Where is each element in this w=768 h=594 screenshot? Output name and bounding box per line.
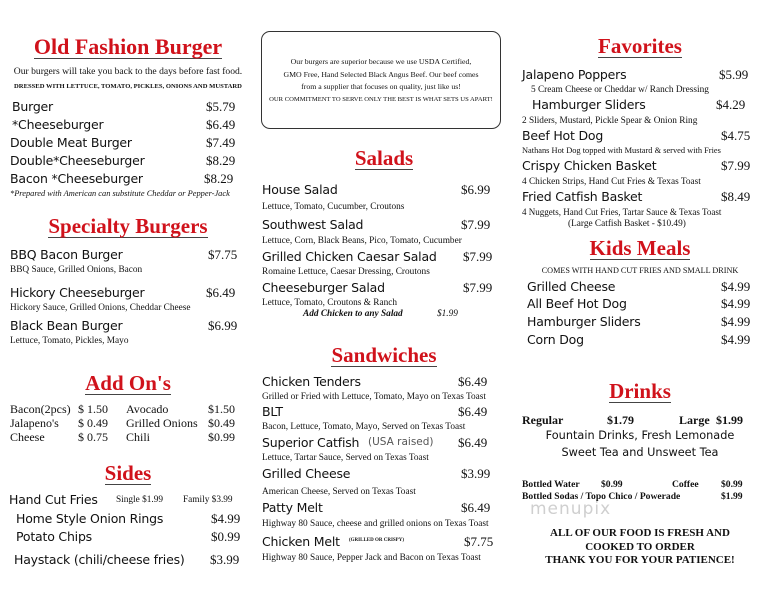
menupix-watermark: menupix bbox=[530, 499, 612, 519]
menu-item-price: $7.75 bbox=[208, 247, 238, 262]
intro-line: from a supplier that focuses on quality, just like us! bbox=[301, 82, 461, 91]
addon-price: $ 0.49 bbox=[78, 416, 108, 430]
sides-heading: Sides bbox=[104, 461, 152, 485]
menu-item-price: $8.29 bbox=[206, 153, 236, 168]
menu-item-desc: 5 Cream Cheese or Cheddar w/ Ranch Dressing bbox=[531, 85, 709, 95]
kids-subtitle: COMES WITH HAND CUT FRIES AND SMALL DRINK bbox=[541, 266, 739, 275]
menu-item-desc: Nathans Hot Dog topped with Mustard & served with Fries bbox=[522, 146, 721, 155]
fries-family-price: Family $3.99 bbox=[183, 495, 233, 505]
menu-item-name: Hand Cut Fries bbox=[9, 492, 98, 507]
menu-item-price: $8.49 bbox=[721, 189, 751, 204]
menu-item-name: Double Meat Burger bbox=[10, 135, 132, 150]
drink-size-regular: Regular bbox=[522, 413, 564, 427]
add-chicken-note: Add Chicken to any Salad bbox=[303, 309, 403, 319]
menu-item-price: $7.99 bbox=[463, 249, 493, 264]
menu-item-name: Grilled Cheese bbox=[527, 279, 616, 294]
menu-item-name: Chicken Melt bbox=[262, 534, 340, 549]
menu-item-name: Hamburger Sliders bbox=[527, 314, 641, 329]
menu-item-desc: Lettuce, Tartar Sauce, Served on Texas Toast bbox=[262, 453, 429, 463]
burger-footnote: *Prepared with American can substitute Cheddar or Pepper-Jack bbox=[10, 189, 230, 198]
menu-item-name: Double*Cheeseburger bbox=[10, 153, 145, 168]
menu-item-price: $6.49 bbox=[461, 500, 491, 515]
menu-item-name: All Beef Hot Dog bbox=[527, 296, 627, 311]
closing-message bbox=[512, 527, 768, 568]
intro-box bbox=[261, 31, 501, 129]
burger-subtitle: Our burgers will take you back to the days before fast food. bbox=[13, 66, 243, 77]
bottled-water: Bottled Water bbox=[522, 479, 580, 490]
menu-item-price: $7.99 bbox=[721, 158, 751, 173]
menu-item-name: BBQ Bacon Burger bbox=[10, 247, 123, 262]
addon-price: $1.50 bbox=[208, 402, 235, 416]
menu-item-name: Corn Dog bbox=[527, 332, 584, 347]
menu-item-desc: 4 Chicken Strips, Hand Cut Fries & Texas Toast bbox=[522, 177, 701, 187]
menu-item-price: $6.49 bbox=[206, 285, 236, 300]
menu-item-price: $4.99 bbox=[721, 332, 751, 347]
menu-item-name: Grilled Cheese bbox=[262, 466, 351, 481]
addon-name: Chili bbox=[126, 430, 151, 444]
menu-item-desc: 2 Sliders, Mustard, Pickle Spear & Onion Ring bbox=[522, 116, 698, 126]
menu-item-price: $4.99 bbox=[721, 296, 751, 311]
add-ons-heading: Add On's bbox=[85, 371, 171, 395]
menu-item-price: $7.49 bbox=[206, 135, 236, 150]
menu-item-desc: Romaine Lettuce, Caesar Dressing, Croutons bbox=[262, 267, 430, 277]
menu-item-price: $7.99 bbox=[461, 217, 491, 232]
intro-line: Our burgers are superior because we use USDA Certified, bbox=[290, 57, 472, 66]
menu-item-name: Hickory Cheeseburger bbox=[10, 285, 145, 300]
favorites-heading: Favorites bbox=[598, 34, 682, 58]
addon-name: Cheese bbox=[10, 430, 45, 444]
menu-item-price: $6.49 bbox=[458, 435, 488, 450]
menu-item-desc: American Cheese, Served on Texas Toast bbox=[262, 487, 416, 497]
menu-item-desc: BBQ Sauce, Grilled Onions, Bacon bbox=[10, 265, 143, 275]
menu-item-price: $4.75 bbox=[721, 128, 751, 143]
menu-item-name: House Salad bbox=[262, 182, 338, 197]
menu-item-name: Haystack (chili/cheese fries) bbox=[14, 552, 185, 567]
sandwich-tag: (GRILLED OR CRISPY) bbox=[349, 538, 405, 543]
menu-item-price: $4.29 bbox=[716, 97, 746, 112]
sandwich-tag: (USA raised) bbox=[368, 436, 434, 448]
closing-line: THANK YOU FOR YOUR PATIENCE! bbox=[545, 554, 735, 566]
addon-name: Jalapeno's bbox=[10, 416, 59, 430]
salads-heading: Salads bbox=[354, 146, 414, 170]
menu-item-name: Southwest Salad bbox=[262, 217, 364, 232]
add-chicken-price: $1.99 bbox=[437, 309, 458, 319]
menu-item-price: $3.99 bbox=[210, 552, 240, 567]
menu-item-price: $7.75 bbox=[464, 534, 494, 549]
menu-item-name: Chicken Tenders bbox=[262, 374, 361, 389]
menu-item-name: Bacon *Cheeseburger bbox=[10, 171, 143, 186]
menu-item-name: Fried Catfish Basket bbox=[522, 189, 643, 204]
addon-price: $ 0.75 bbox=[78, 430, 108, 444]
menu-item-desc: Lettuce, Corn, Black Beans, Pico, Tomato, Cucumber bbox=[262, 236, 462, 246]
menu-item-name: Hamburger Sliders bbox=[532, 97, 646, 112]
menu-item-name: Grilled Chicken Caesar Salad bbox=[262, 249, 437, 264]
coffee: Coffee bbox=[672, 479, 699, 490]
menu-item-name: Jalapeno Poppers bbox=[522, 67, 627, 82]
menu-item-price: $6.99 bbox=[208, 318, 238, 333]
kids-meals-heading: Kids Meals bbox=[589, 236, 691, 260]
menu-item-desc: Bacon, Lettuce, Tomato, Mayo, Served on Texas Toast bbox=[262, 422, 466, 432]
menu-item-name: BLT bbox=[262, 404, 283, 419]
menu-item-price: $6.49 bbox=[458, 374, 488, 389]
large-catfish-note: (Large Catfish Basket - $10.49) bbox=[568, 219, 686, 229]
closing-line: ALL OF OUR FOOD IS FRESH AND bbox=[550, 527, 730, 539]
menu-item-desc: Lettuce, Tomato, Cucumber, Croutons bbox=[262, 202, 405, 212]
drink-size-large: Large bbox=[679, 413, 710, 427]
old-fashion-burger-heading: Old Fashion Burger bbox=[33, 34, 223, 59]
menu-item-price: $8.29 bbox=[204, 171, 234, 186]
bottled-sodas-price: $1.99 bbox=[721, 491, 743, 502]
menu-item-price: $5.99 bbox=[719, 67, 749, 82]
menu-item-name: Black Bean Burger bbox=[10, 318, 123, 333]
menu-item-name: Patty Melt bbox=[262, 500, 323, 515]
drink-price-large: $1.99 bbox=[716, 413, 743, 427]
menu-item-name: Crispy Chicken Basket bbox=[522, 158, 657, 173]
addon-price: $0.99 bbox=[208, 430, 235, 444]
menu-item-name: Superior Catfish bbox=[262, 435, 360, 450]
menu-item-price: $6.49 bbox=[206, 117, 236, 132]
menu-item-name: Beef Hot Dog bbox=[522, 128, 604, 143]
menu-item-price: $4.99 bbox=[721, 314, 751, 329]
menu-item-price: $0.99 bbox=[211, 529, 241, 544]
menu-item-desc: Lettuce, Tomato, Pickles, Mayo bbox=[10, 336, 129, 346]
menu-item-name: *Cheeseburger bbox=[12, 117, 104, 132]
menu-item-price: $6.99 bbox=[461, 182, 491, 197]
menu-item-price: $4.99 bbox=[211, 511, 241, 526]
intro-line: GMO Free, Hand Selected Black Angus Beef. Our beef comes bbox=[283, 69, 479, 79]
specialty-burgers-heading: Specialty Burgers bbox=[48, 214, 208, 238]
addon-price: $0.49 bbox=[208, 416, 235, 430]
addon-name: Avocado bbox=[126, 402, 169, 416]
addon-name: Bacon(2pcs) bbox=[10, 402, 71, 416]
closing-line: COOKED TO ORDER bbox=[585, 540, 695, 553]
sandwiches-heading: Sandwiches bbox=[331, 343, 437, 367]
bottled-sodas: Bottled Sodas / Topo Chico / Powerade bbox=[522, 491, 681, 502]
addon-name: Grilled Onions bbox=[126, 416, 198, 430]
menu-item-name: Potato Chips bbox=[16, 529, 92, 544]
drinks-line-1: Fountain Drinks, Fresh Lemonade bbox=[545, 429, 735, 442]
menu-item-price: $6.49 bbox=[458, 404, 488, 419]
menu-item-desc: Highway 80 Sauce, cheese and grilled onions on Texas Toast bbox=[262, 519, 489, 529]
menu-item-price: $4.99 bbox=[721, 279, 751, 294]
fries-single-price: Single $1.99 bbox=[116, 495, 164, 505]
coffee-price: $0.99 bbox=[721, 479, 743, 490]
burger-dressed-note: DRESSED WITH LETTUCE, TOMATO, PICKLES, ONIONS AND MUSTARD bbox=[14, 83, 242, 90]
menu-item-desc: Grilled or Fried with Lettuce, Tomato, Mayo on Texas Toast bbox=[262, 392, 486, 402]
drinks-line-2: Sweet Tea and Unsweet Tea bbox=[561, 446, 719, 459]
menu-item-price: $5.79 bbox=[206, 99, 236, 114]
menu-item-desc: Hickory Sauce, Grilled Onions, Cheddar Cheese bbox=[10, 303, 191, 313]
menu-item-price: $7.99 bbox=[463, 280, 493, 295]
addon-price: $ 1.50 bbox=[78, 402, 108, 416]
menu-item-name: Home Style Onion Rings bbox=[16, 511, 164, 526]
drinks-heading: Drinks bbox=[609, 379, 671, 403]
bottled-water-price: $0.99 bbox=[601, 479, 623, 490]
menu-item-desc: Highway 80 Sauce, Pepper Jack and Bacon on Texas Toast bbox=[262, 553, 481, 563]
menu-item-name: Cheeseburger Salad bbox=[262, 280, 385, 295]
menu-item-name: Burger bbox=[12, 99, 53, 114]
menu-item-desc: 4 Nuggets, Hand Cut Fries, Tartar Sauce & Texas Toast bbox=[522, 207, 722, 217]
menu-item-price: $3.99 bbox=[461, 466, 491, 481]
menu-item-desc: Lettuce, Tomato, Croutons & Ranch bbox=[262, 298, 397, 308]
intro-line: OUR COMMITMENT TO SERVE ONLY THE BEST IS WHAT SETS US APART! bbox=[269, 95, 493, 103]
drink-price-regular: $1.79 bbox=[607, 413, 634, 427]
